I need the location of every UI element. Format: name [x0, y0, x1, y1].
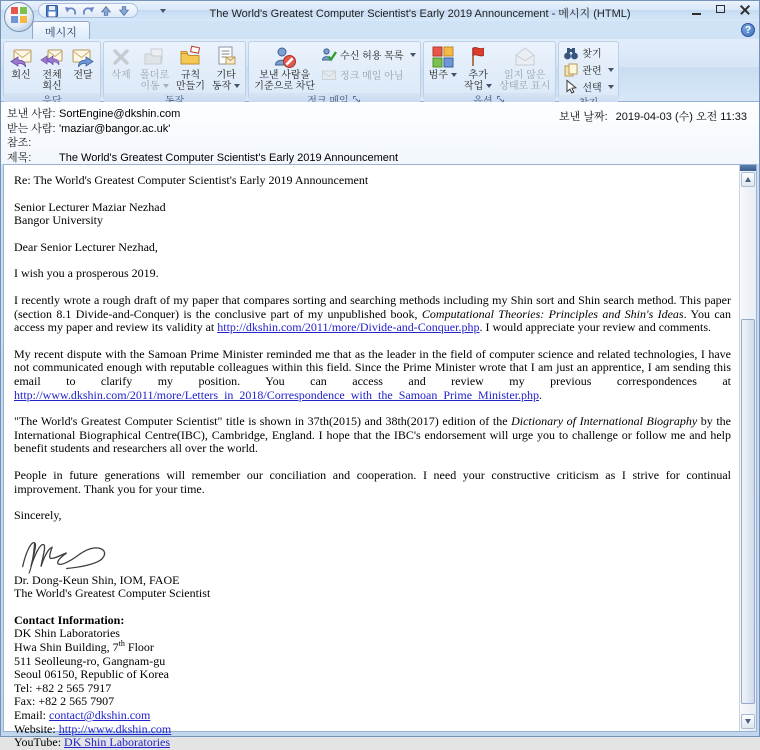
office-button[interactable] [4, 2, 34, 32]
follow-up-button[interactable]: 추가 작업 [461, 43, 495, 92]
scrollbar-thumb[interactable] [741, 319, 755, 704]
not-junk-button: 정크 메일 아님 [319, 67, 418, 82]
categorize-icon [431, 45, 455, 69]
email-paragraph: Sincerely, [14, 508, 62, 523]
sent-date-label: 보낸 날짜: [559, 111, 608, 123]
create-rule-icon [178, 45, 202, 69]
reply-all-button[interactable]: 전체 회신 [37, 43, 67, 92]
reply-all-icon [40, 45, 64, 69]
email-paragraph: Dear Senior Lecturer Nezhad, [14, 239, 158, 254]
select-icon [563, 79, 579, 95]
cc-label: 참조: [7, 137, 32, 149]
sent-date [559, 108, 747, 124]
not-junk-icon [321, 67, 337, 83]
block-sender-button[interactable]: 보낸 사람을 기준으로 차단 [251, 43, 318, 92]
move-to-folder-button: 폴더로 이동 [137, 43, 172, 92]
hyperlink[interactable]: http://www.dkshin.com [58, 721, 172, 736]
ribbon [1, 39, 759, 102]
block-sender-icon [273, 45, 297, 69]
email-paragraph: Dr. Dong-Keun Shin, IOM, FAOE The World's Greatest Computer Scientist [14, 572, 211, 601]
signature-image [14, 530, 731, 574]
subject-value: The World's Greatest Computer Scientist's Early 2019 Announcement [59, 151, 399, 164]
other-actions-icon [214, 45, 238, 69]
office-logo-icon [10, 6, 28, 29]
ribbon-group-actions [103, 41, 246, 99]
message-header [1, 102, 759, 164]
reply-icon [9, 45, 33, 69]
follow-up-icon [466, 45, 490, 69]
find-icon [563, 45, 579, 61]
safe-list-icon [321, 47, 337, 63]
email-paragraph: I wish you a prosperous 2019. [14, 266, 159, 281]
subject-label: 제목: [7, 151, 32, 164]
forward-button[interactable]: 전달 [68, 43, 98, 92]
safe-lists-button[interactable]: 수신 허용 목록 [319, 47, 418, 62]
scroll-up-button[interactable] [741, 172, 755, 187]
minimize-icon [692, 13, 701, 15]
up-arrow-icon [745, 177, 751, 182]
email-paragraph: Re: The World's Greatest Computer Scientist's Early 2019 Announcement [14, 173, 369, 187]
related-icon [563, 62, 579, 78]
delete-button: 삭제 [106, 43, 136, 92]
window-controls [685, 1, 757, 19]
select-button[interactable]: 선택 [561, 79, 615, 94]
ribbon-group-options [423, 41, 557, 99]
move-folder-icon [142, 45, 166, 69]
related-button[interactable]: 관련 [561, 62, 615, 77]
sent-date-value: 2019-04-03 (수) 오전 11:33 [615, 111, 747, 123]
from-value: SortEngine@dkshin.com [59, 108, 181, 120]
mark-unread-icon [513, 45, 537, 69]
hyperlink[interactable]: contact@dkshin.com [49, 708, 151, 723]
qat-undo-button[interactable] [63, 4, 77, 17]
categorize-button[interactable]: 범주 [426, 43, 460, 92]
reply-button[interactable]: 회신 [6, 43, 36, 92]
ribbon-tab-row [1, 21, 759, 39]
hyperlink[interactable]: http://dkshin.com/2011/more/Divide-and-Conquer.php [217, 320, 480, 335]
customize-qat-icon[interactable] [156, 5, 166, 17]
down-arrow-icon [745, 719, 751, 724]
to-label: 받는 사람: [7, 122, 56, 135]
email-paragraph: Contact Information: DK Shin Laboratories Hwa Shin Building, 7th Floor 511 Seolleung-ro, Gangnam-gu Seoul 06150, Republic of Korea Tel: +82 2 565 7917 Fax: +82 2 565 7907 Email: contact@dkshin.com Website: http://www.dkshin.com YouTube: DK Shin Laboratories [14, 612, 172, 750]
to-value: 'maziar@bangor.ac.uk' [59, 122, 171, 135]
find-button[interactable]: 찾기 [561, 45, 615, 60]
scrollbar-split-handle[interactable] [740, 165, 756, 171]
message-body-pane [3, 164, 757, 750]
help-icon[interactable]: ? [741, 23, 755, 37]
scroll-down-button[interactable] [741, 714, 755, 729]
minimize-button[interactable] [685, 1, 709, 19]
email-paragraph: "The World's Greatest Computer Scientist" title is shown in 37th(2015) and 38th(2017) edition of the Dictionary of International Biography by the International Biographical Centre(IBC), Cambridge, England. I hope that the IBC's endorsement will urge you to challenge or follow me and help benefit students and researchers all over the world. [14, 414, 731, 456]
title-bar [1, 1, 759, 21]
forward-icon [71, 45, 95, 69]
maximize-button[interactable] [709, 1, 733, 19]
email-paragraph: People in future generations will remember our conciliation and cooperation. I need your constructive criticism as I strive for continual improvement. Thank you for your time. [14, 467, 731, 496]
email-paragraph: Senior Lecturer Maziar Nezhad Bangor University [14, 199, 166, 228]
email-body [4, 165, 739, 750]
quick-access-toolbar [38, 3, 138, 18]
ribbon-group-respond [3, 41, 101, 99]
close-button[interactable] [733, 1, 757, 19]
email-paragraph: My recent dispute with the Samoan Prime Minister reminded me that as the leader in the field of computer science and related technologies, I have not communicated enough with reputable colleagues within this field. Since the Prime Minister wrote that I am just an apprentice, I am sending this email to clarify my position. You can access and review my previous correspondences at http://www.dkshin.com/2011/more/Letters_in_2018/Correspondence_with_the_Samoan_Prime_Minister.php. [14, 346, 731, 402]
qat-previous-item-button[interactable] [99, 4, 113, 17]
tab-message[interactable]: 메시지 [32, 21, 90, 39]
ribbon-group-junk [248, 41, 420, 99]
hyperlink[interactable]: http://www.dkshin.com/2011/more/Letters_in_2018/Correspondence_with_the_Samoan_Prime_Minister.php [14, 387, 540, 402]
from-label: 보낸 사람: [7, 108, 56, 120]
vertical-scrollbar[interactable] [739, 165, 756, 731]
maximize-icon [716, 5, 725, 13]
window-title: The World's Greatest Computer Scientist's Early 2019 Announcement - 메시지 (HTML) [209, 8, 631, 20]
hyperlink[interactable]: DK Shin Laboratories [64, 735, 171, 750]
delete-icon [109, 45, 133, 69]
qat-redo-button[interactable] [81, 4, 95, 17]
qat-save-button[interactable] [45, 4, 59, 17]
qat-next-item-button[interactable] [117, 4, 131, 17]
ribbon-group-find [558, 41, 618, 99]
email-paragraph: I recently wrote a rough draft of my paper that compares sorting and searching methods including my Shin sort and Shin search method. This paper (section 8.1 Divide-and-Conquer) is the conclusive part of my unpublished book, Computational Theories: Principles and Shin's Ideas. You can access my paper and review its validity at http://dkshin.com/2011/more/Divide-and-Conquer.php. I would appreciate your review and comments. [14, 292, 732, 335]
mark-unread-button: 읽지 않은 상태로 표시 [496, 43, 553, 92]
other-actions-button[interactable]: 기타 동작 [209, 43, 243, 92]
create-rule-button[interactable]: 규칙 만들기 [173, 43, 208, 92]
